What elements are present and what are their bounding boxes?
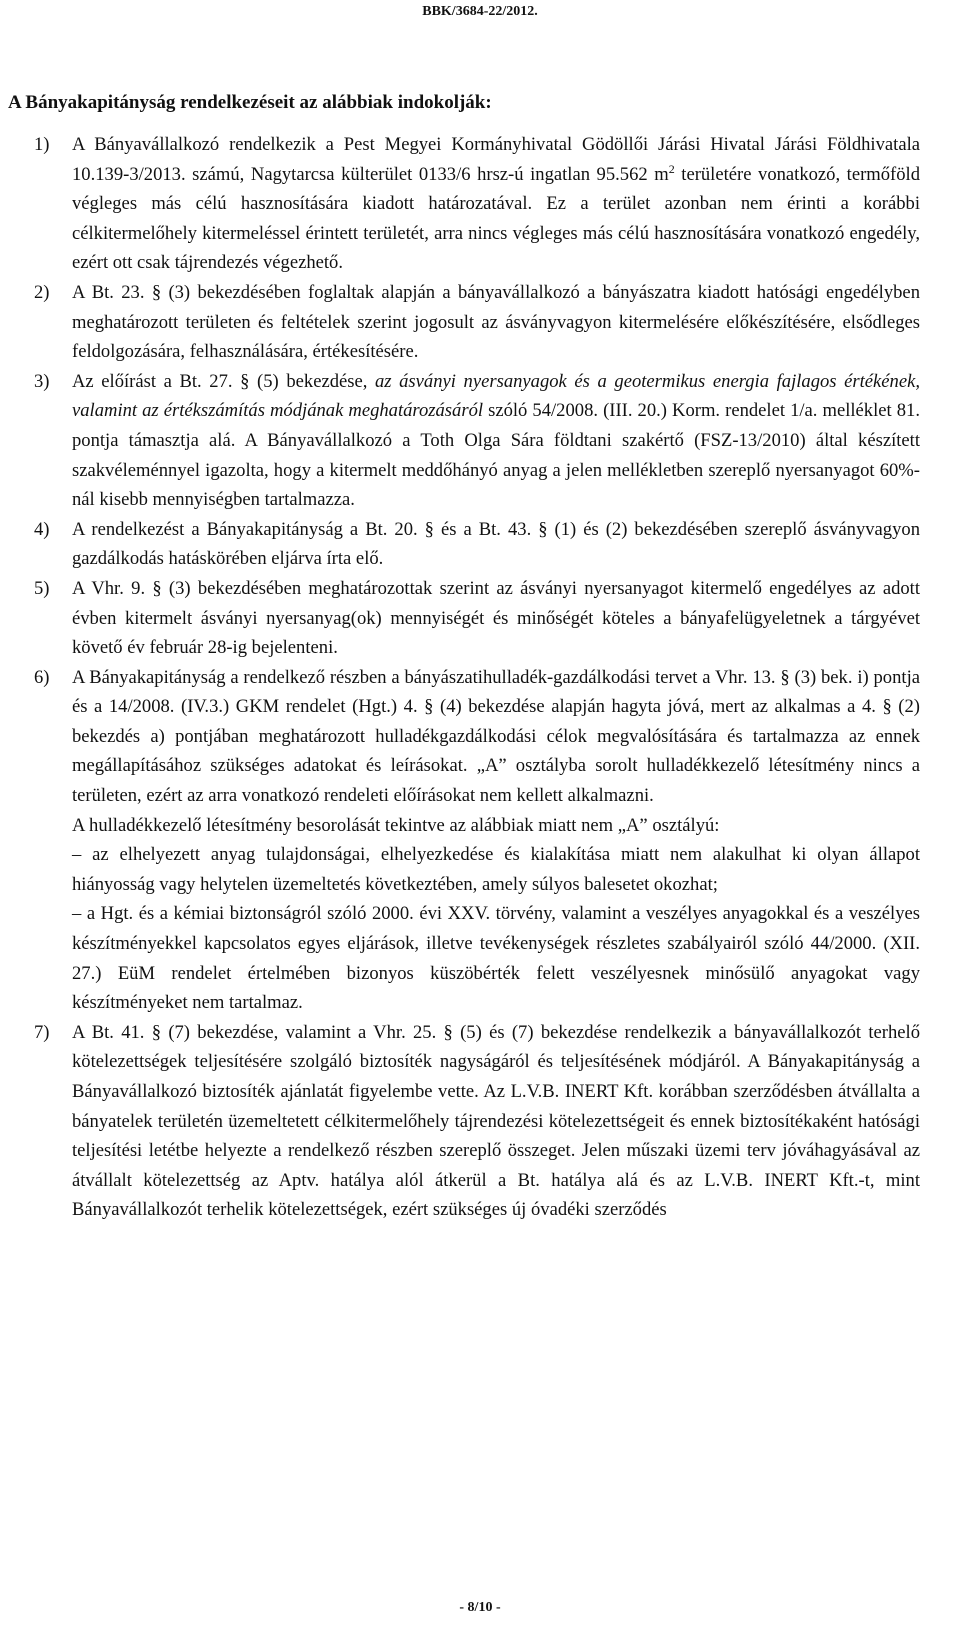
list-item <box>8 130 920 278</box>
section-heading: A Bányakapitányság rendelkezéseit az alábbiak indokolják: <box>8 92 492 113</box>
italic-citation: az ásványi nyersanyagok és a geotermikus energia fajlagos értékének, valamint az értékszámítás módjának meghatározásáról <box>72 370 921 422</box>
list-item <box>8 278 920 367</box>
item-text: A Bányavállalkozó rendelkezik a Pest Megyei Kormányhivatal Gödöllői Járási Hivatal Járási Földhivatala 10.139-3/2013. számú, Nagytarcsa külterület 0133/6 hrsz-ú ingatlan 95.562 $m^2$ területére vonatkozó, termőföld végleges más célú hasznosítására kiadott határozatával. Ez a terület azonban nem érinti a korábbi célkitermelőhely kitermeléssel érintett területét, arra nincs végleges más célú hasznosítására vonatkozó engedély, ezért ott csak tájrendezés végezhető. <box>72 134 920 274</box>
item-number: 6) <box>34 666 50 688</box>
bullet-paragraph: – a Hgt. és a kémiai biztonságról szóló 2000. évi XXV. törvény, valamint a veszélyes anyagokkal és a veszélyes készítményekkel kapcsolatos egyes eljárások, illetve tevékenységek részletes szabályairól szóló 44/2000. (XII. 27.) EüM rendelet értelmében bizonyos küszöbérték felett veszélyesnek minősülő anyagokat vagy készítményeket nem tartalmaz. <box>72 903 920 1014</box>
list-item <box>8 367 920 515</box>
item-number: 2) <box>34 281 50 303</box>
item-text <box>72 663 920 1018</box>
list-item <box>8 515 920 574</box>
item-text: A Bt. 23. § (3) bekezdésében foglaltak alapján a bányavállalkozó a bányászatra kiadott hatósági engedélyben meghatározott területen és feltételek szerint jogosult az ásványvagyon kitermelésére előkészítésére, elsődleges feldolgozására, felhasználására, értékesítésére. <box>72 281 920 363</box>
item-text: A rendelkezést a Bányakapitányság a Bt. 20. § és a Bt. 43. § (1) és (2) bekezdésében szereplő ásványvagyon gazdálkodás hatáskörében eljárva írta elő. <box>72 518 920 570</box>
page-number: - 8/10 - <box>459 1600 501 1615</box>
item-text: A Bt. 41. § (7) bekezdése, valamint a Vhr. 25. § (5) és (7) bekezdése rendelkezik a bányavállalkozót terhelő kötelezettségek teljesítésére szolgáló biztosíték nagyságáról és teljesítésének módjáról. A Bányakapitányság a Bányavállalkozó biztosíték ajánlatát figyelembe vette. Az L.V.B. INERT Kft. korábban szerződésben átvállalta a bányatelek területén üzemeltetett célkitermelőhely tájrendezési kötelezettségeit és ennek biztosítékaként hatósági teljesítési letétbe helyezte a rendelkező részben szereplő összeget. Jelen műszaki üzemi terv jóváhagyásával az átvállalt kötelezettség az Aptv. hatálya alól átkerül a Bt. hatálya alá és az L.V.B. INERT Kft.-t, mint Bányavállalkozót terhelik kötelezettségek, ezért szükséges új óvadéki szerződés <box>72 1021 920 1221</box>
list-item <box>8 663 920 1018</box>
justification-list <box>8 130 920 1225</box>
list-item <box>8 1018 920 1225</box>
document-reference: BBK/3684-22/2012. <box>422 4 538 19</box>
superscript: 2 <box>668 161 675 176</box>
item-number: 1) <box>34 134 50 155</box>
bullet-paragraph: – az elhelyezett anyag tulajdonságai, elhelyezkedése és kialakítása miatt nem alakulhat ki olyan állapot hiányosság vagy helytelen üzemeltetés következtében, amely súlyos balesetet okozhat; <box>72 844 920 895</box>
item-number: 3) <box>34 370 50 392</box>
item-text: Az előírást a Bt. 27. § (5) bekezdése, az ásványi nyersanyagok és a geotermikus energia fajlagos értékének, valamint az értékszámítás módjának meghatározásáról szóló 54/2008. (III. 20.) Korm. rendelet 1/a. melléklet 81. pontja támasztja alá. A Bányavállalkozó a Toth Olga Sára földtani szakértő (FSZ-13/2010) által készített szakvéleménnyel igazolta, hogy a kitermelt meddőhányó anyag a jelen mellékletben szereplő nyersanyagot 60%-nál kisebb mennyiségben tartalmazza. <box>72 370 921 511</box>
item-number: 4) <box>34 518 50 540</box>
list-item <box>8 574 920 663</box>
item-text: A Vhr. 9. § (3) bekezdésében meghatározottak szerint az ásványi nyersanyagot kitermelő engedélyes az adott évben kitermelt ásványi nyersanyag(ok) mennyiségét és minőségét köteles a bányafelügyeletnek a tárgyévet követő év február 28-ig bejelenteni. <box>72 577 920 659</box>
paragraph: A Bányakapitányság a rendelkező részben a bányászatihulladék-gazdálkodási tervet a Vhr. 13. § (3) bek. i) pontja és a 14/2008. (IV.3.) GKM rendelet (Hgt.) 4. § (4) bekezdése alapján hagyta jóvá, mert az alkalmas a 4. § (2) bekezdés a) pontjában meghatározott hulladékgazdálkodási célok megvalósítására és tartalmazza az ennek megállapításához szükséges adatokat és leírásokat. „A” osztályba sorolt hulladékkezelő létesítmény nincs a területen, ezért az arra vonatkozó rendeleti előírásokat nem kellett alkalmazni. <box>72 666 920 807</box>
item-number: 5) <box>34 577 50 599</box>
item-number: 7) <box>34 1021 50 1043</box>
paragraph: A hulladékkezelő létesítmény besorolását tekintve az alábbiak miatt nem „A” osztályú: <box>72 814 720 836</box>
